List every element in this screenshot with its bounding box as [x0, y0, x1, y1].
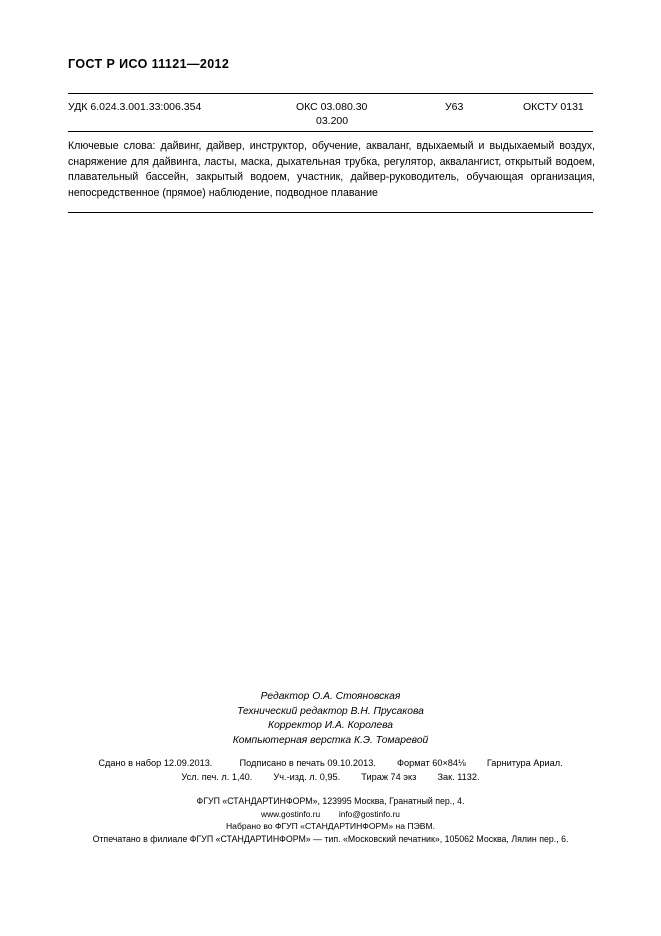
- keywords-label: Ключевые слова:: [68, 140, 156, 152]
- print-format: Формат 60×84⅛: [397, 758, 466, 768]
- print-details: [0, 757, 661, 784]
- divider-top: [68, 93, 593, 94]
- oks-code-secondary: 03.200: [316, 115, 349, 127]
- credit-line-editor: [0, 690, 661, 705]
- oks-code: ОКС 03.080.30: [296, 101, 368, 113]
- publisher-address: ФГУП «СТАНДАРТИНФОРМ», 123995 Москва, Гранатный пер., 4.: [196, 796, 465, 806]
- keywords-text: дайвинг, дайвер, инструктор, обучение, акваланг, вдыхаемый и выдыхаемый воздух, снаряжение для дайвинга, ласты, маска, дыхательная трубка, регулятор, аквалангист, открытый водоем, плавательный бассейн, закрытый водоем, участник, дайвер-руководитель, обучающая организация, непосредственное (прямое) наблюдение, подводное плавание: [68, 140, 595, 199]
- credit-line-technical-editor: [0, 705, 661, 720]
- credit-name-technical-editor: В.Н. Прусакова: [350, 705, 424, 717]
- print-signed-date: Подписано в печать 09.10.2013.: [239, 758, 376, 768]
- print-sheets-conventional: Усл. печ. л. 1,40.: [181, 771, 253, 782]
- credits-block: [0, 690, 661, 748]
- okstu-code: ОКСТУ 0131: [523, 101, 584, 113]
- credit-line-proofreader: [0, 719, 661, 734]
- print-details-row-1: [0, 757, 661, 771]
- publisher-website[interactable]: www.gostinfo.ru: [261, 808, 321, 819]
- credit-role-proofreader: Корректор: [268, 720, 322, 731]
- print-sheets-publishing: Уч.-изд. л. 0,95.: [273, 771, 341, 782]
- publisher-contacts: [0, 808, 661, 821]
- classification-codes: [68, 101, 593, 131]
- credit-role-layout: Компьютерная верстка: [232, 734, 352, 746]
- print-typeset-date: Сдано в набор 12.09.2013.: [98, 758, 213, 768]
- publisher-typeset-note: Набрано во ФГУП «СТАНДАРТИНФОРМ» на ПЭВМ.: [225, 821, 436, 831]
- credit-name-proofreader: И.А. Королева: [324, 720, 393, 731]
- credit-role-editor: Редактор: [260, 691, 310, 702]
- print-order-number: Зак. 1132.: [437, 771, 480, 782]
- udk-code: УДК 6.024.3.001.33:006.354: [68, 101, 202, 113]
- credit-line-layout: [0, 734, 661, 749]
- divider-bottom: [68, 212, 593, 213]
- credit-name-layout: К.Э. Томаревой: [353, 734, 429, 746]
- publisher-printed-note: Отпечатано в филиале ФГУП «СТАНДАРТИНФОРМ» — тип. «Московский печатник», 105062 Москва, Лялин пер., 6.: [92, 833, 569, 844]
- standard-number-header: ГОСТ Р ИСО 11121—2012: [68, 57, 230, 71]
- group-code: У63: [445, 101, 464, 113]
- credit-name-editor: О.А. Стояновская: [312, 691, 401, 702]
- print-details-row-2: [0, 771, 661, 785]
- divider-middle: [68, 131, 593, 132]
- publisher-email[interactable]: info@gostinfo.ru: [338, 808, 400, 819]
- keywords-block: [68, 139, 595, 201]
- publisher-block: [0, 795, 661, 845]
- print-typeface: Гарнитура Ариал.: [486, 758, 563, 768]
- print-circulation: Тираж 74 экз: [361, 771, 417, 782]
- credit-role-technical-editor: Технический редактор: [237, 705, 348, 717]
